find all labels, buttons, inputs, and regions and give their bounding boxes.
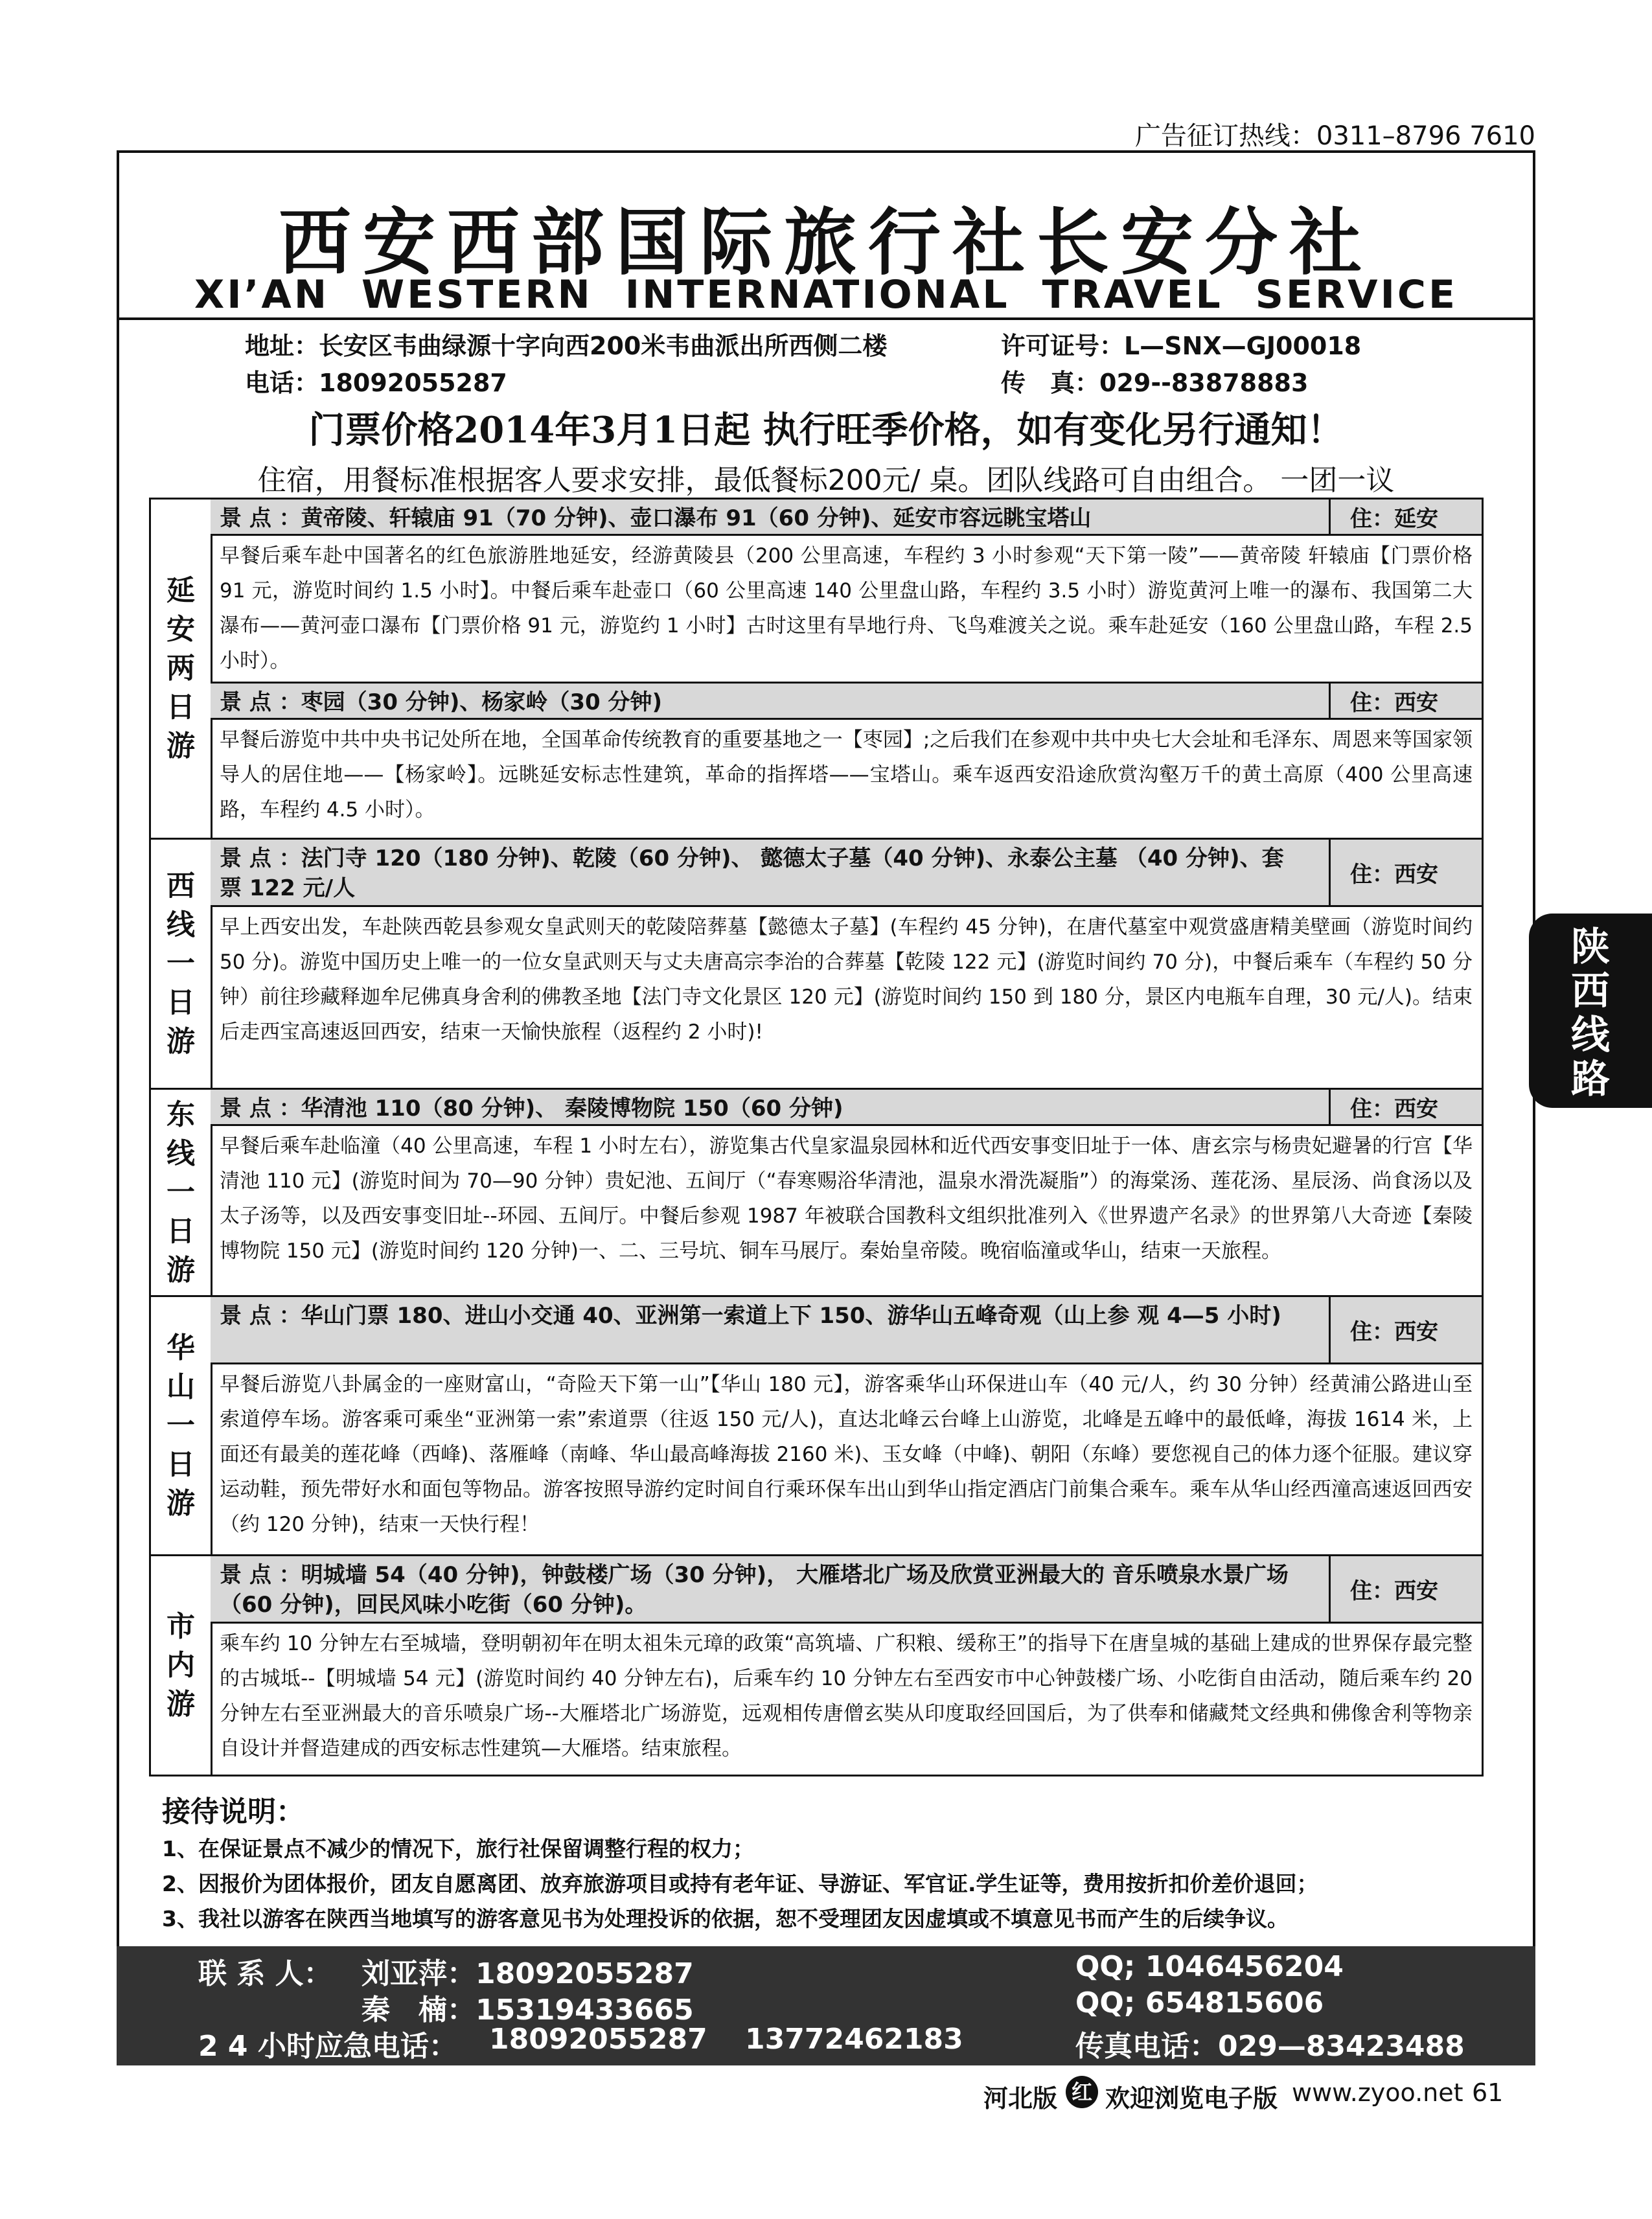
contact-fax: 传真电话：029—83423488 — [1075, 2030, 1465, 2063]
spots-text: 景 点 ：华清池 110（80 分钟)、 秦陵博物院 150（60 分钟) — [220, 1096, 843, 1121]
stay-location: 住：西安 — [1329, 840, 1482, 905]
footer-url[interactable]: www.zyoo.net — [1292, 2078, 1463, 2107]
red-badge-icon: 红 — [1066, 2076, 1098, 2108]
routes-table — [149, 498, 1484, 1776]
description-text: 早上西安出发，车赴陕西乾县参观女皇武则天的乾陵陪葬墓【懿德太子墓】(车程约 45 分钟)，在唐代墓室中观赏盛唐精美壁画（游览时间约 50 分)。游览中国历史上唯一的一位女皇武则天与丈夫唐高宗李治的合葬墓【乾陵 122 元】(游览时间约 70 分)，中餐后乘车（车程约 50 分钟）前往珍藏释迦牟尼佛真身舍利的佛教圣地【法门寺文化景区 120 元】(游览时间约 150 到 180 分，景区内电瓶车自理，30 元/人)。结束后走西宝高速返回西安，结束一天愉快旅程（返程约 2 小时)! — [220, 915, 1473, 1044]
route-name: 西线一日游 — [166, 869, 195, 1058]
reception-title: 接待说明： — [162, 1795, 304, 1828]
price-notice: 门票价格2014年3月1日起 执行旺季价格，如有变化另行通知！ — [308, 409, 1344, 452]
contact-person-1: 刘亚萍：18092055287 — [361, 1957, 694, 1990]
description-row — [211, 720, 1482, 838]
description-text: 乘车约 10 分钟左右至城墙，登明朝初年在明太祖朱元璋的政策“高筑墙、广积粮、缓称王”的指导下在唐皇城的基础上建成的世界保存最完整的古城坻--【明城墙 54 元】(游览时间约 40 分钟左右)，后乘车约 10 分钟左右至西安市中心钟鼓楼广场、小吃街自由活动，随后乘车约 20 分钟左右至亚洲最大的音乐喷泉广场--大雁塔北广场游览，远观相传唐僧玄奘从印度取经回国后，为了供奉和储藏梵文经典和佛像舍利等物亲自设计并督造建成的西安标志性建筑—大雁塔。结束旅程。 — [220, 1632, 1473, 1760]
description-row — [211, 1364, 1482, 1555]
spots-row — [211, 840, 1482, 907]
company-en-word: INTERNATIONAL — [625, 272, 1010, 317]
spots-row — [211, 1556, 1482, 1624]
description-text: 早餐后游览八卦属金的一座财富山，“奇险天下第一山”【华山 180 元】，游客乘华山环保进山车（40 元/人，约 30 分钟）经黄浦公路进山至索道停车场。游客乘可乘坐“亚洲第一索”索道票（往返 150 元/人)，直达北峰云台峰上山游览，北峰是五峰中的最低峰，海拔 1614 米，上面还有最美的莲花峰（西峰)、落雁峰（南峰、华山最高峰海拔 2160 米)、玉女峰（中峰)、朝阳（东峰）要您视自己的体力逐个征服。建议穿运动鞋，预先带好水和面包等物品。游客按照导游约定时间自行乘环保车出山到华山指定酒店门前集合乘车。乘车从华山经西潼高速返回西安（约 120 分钟)，结束一天快行程！ — [220, 1373, 1473, 1536]
company-en-word: WESTERN — [361, 272, 593, 317]
spots-row — [211, 500, 1482, 536]
route-city — [151, 1556, 1482, 1775]
company-en-word: XI’AN — [194, 272, 330, 317]
company-en-word: TRAVEL — [1042, 272, 1223, 317]
route-label — [151, 1297, 212, 1554]
company-en-word: SERVICE — [1255, 272, 1458, 317]
stay-location: 住：西安 — [1329, 1090, 1482, 1124]
reception-item: 3、我社以游客在陕西当地填写的游客意见书为处理投诉的依据，恕不受理团友因虚填或不填意见书而产生的后续争议。 — [162, 1906, 1289, 1931]
description-row — [211, 536, 1482, 684]
section-tab-label: 陕西线路 — [1571, 925, 1610, 1102]
address: 地址：长安区韦曲绿源十字向西200米韦曲派出所西侧二楼 — [245, 332, 888, 360]
company-name-cn: 西安西部国际旅行社长安分社 — [279, 200, 1373, 285]
page-number: 61 — [1472, 2078, 1504, 2107]
reception-item: 1、在保证景点不减少的情况下，旅行社保留调整行程的权力； — [162, 1836, 754, 1861]
fax: 传 真：029--83878883 — [1001, 369, 1309, 397]
route-yanan — [151, 500, 1482, 840]
contact-qq-1: QQ; 1046456204 — [1075, 1950, 1344, 1983]
ad-hotline: 广告征订热线：0311–8796 7610 — [1134, 121, 1535, 151]
route-east — [151, 1090, 1482, 1297]
stay-location: 住：西安 — [1329, 1297, 1482, 1362]
route-label — [151, 1090, 212, 1295]
route-label — [151, 1556, 212, 1775]
header-divider — [119, 317, 1533, 320]
spots-text: 景 点 ：枣园（30 分钟)、杨家岭（30 分钟) — [220, 689, 663, 715]
route-name: 市内游 — [166, 1609, 195, 1721]
contact-bar — [117, 1946, 1535, 2065]
reception-item: 2、因报价为团体报价，团友自愿离团、放弃旅游项目或持有老年证、导游证、军官证.学生证等，费用按折扣价差价退回； — [162, 1871, 1318, 1896]
route-label — [151, 840, 212, 1088]
description-text: 早餐后乘车赴中国著名的红色旅游胜地延安，经游黄陵县（200 公里高速，车程约 3 小时参观“天下第一陵”——黄帝陵 轩辕庙【门票价格 91 元，游览时间约 1.5 小时】。中餐后乘车赴壶口（60 公里高速 140 公里盘山路，车程约 3.5 小时）游览黄河上唯一的瀑布、我国第二大瀑布——黄河壶口瀑布【门票价格 91 元，游览约 1 小时】古时这里有旱地行舟、飞鸟难渡关之说。乘车赴延安（160 公里盘山路，车程 2.5 小时）。 — [220, 544, 1473, 673]
route-name: 东线一日游 — [166, 1098, 195, 1287]
stay-location: 住：延安 — [1329, 500, 1482, 534]
footer-edition: 河北版 — [983, 2084, 1058, 2113]
spots-row — [211, 684, 1482, 720]
meal-notice: 住宿，用餐标准根据客人要求安排，最低餐标200元/ 桌。团队线路可自由组合。 一团一议 — [257, 464, 1395, 497]
route-name: 华山一日游 — [166, 1331, 195, 1520]
emergency-phone-1: 18092055287 — [489, 2023, 707, 2056]
contact-qq-2: QQ; 654815606 — [1075, 1986, 1324, 2019]
spots-text: 景 点 ：明城墙 54（40 分钟)，钟鼓楼广场（30 分钟)， 大雁塔北广场及欣赏亚洲最大的 音乐喷泉水景广场（60 分钟)，回民风味小吃街（60 分钟)。 — [220, 1562, 1289, 1618]
spots-row — [211, 1090, 1482, 1126]
route-west — [151, 840, 1482, 1090]
route-name: 延安两日游 — [166, 574, 195, 763]
spots-row — [211, 1297, 1482, 1364]
description-row — [211, 1624, 1482, 1775]
stay-location: 住：西安 — [1329, 684, 1482, 718]
description-row — [211, 907, 1482, 1088]
emergency-phone-2: 13772462183 — [745, 2023, 963, 2056]
description-text: 早餐后游览中共中央书记处所在地，全国革命传统教育的重要基地之一【枣园】;之后我们在参观中共中央七大会址和毛泽东、周恩来等国家领导人的居住地——【杨家岭】。远眺延安标志性建筑，革命的指挥塔——宝塔山。乘车返西安沿途欣赏沟壑万千的黄土高原（400 公里高速路，车程约 4.5 小时）。 — [220, 728, 1473, 822]
spots-text: 景 点 ：黄帝陵、轩辕庙 91（70 分钟)、壶口瀑布 91（60 分钟)、延安市容远眺宝塔山 — [220, 505, 1092, 531]
description-row — [211, 1126, 1482, 1296]
footer-browse: 欢迎浏览电子版 — [1105, 2084, 1278, 2113]
route-label — [151, 500, 212, 838]
company-name-en — [194, 272, 1458, 317]
description-text: 早餐后乘车赴临潼（40 公里高速，车程 1 小时左右），游览集古代皇家温泉园林和近代西安事变旧址于一体、唐玄宗与杨贵妃避暑的行宫【华清池 110 元】(游览时间为 70—90 分钟）贵妃池、五间厅（“春寒赐浴华清池，温泉水滑洗凝脂”）的海棠汤、莲花汤、星辰汤、尚食汤以及太子汤等，以及西安事变旧址--环园、五间厅。中餐后参观 1987 年被联合国教科文组织批准列入《世界遗产名录》的世界第八大奇迹【秦陵博物院 150 元】(游览时间约 120 分钟)一、二、三号坑、铜车马展厅。秦始皇帝陵。晚宿临潼或华山，结束一天旅程。 — [220, 1134, 1473, 1263]
spots-text: 景 点 ：法门寺 120（180 分钟)、乾陵（60 分钟)、 懿德太子墓（40 分钟)、永泰公主墓 （40 分钟)、套票 122 元/人 — [220, 845, 1284, 901]
contact-label: 联 系 人： — [198, 1957, 332, 1990]
emergency-label: 2 4 小时应急电话： — [198, 2030, 457, 2063]
stay-location: 住：西安 — [1329, 1556, 1482, 1622]
phone: 电话：18092055287 — [245, 369, 507, 397]
contact-person-2: 秦 楠：15319433665 — [361, 1994, 694, 2027]
route-huashan — [151, 1297, 1482, 1556]
spots-text: 景 点 ：华山门票 180、进山小交通 40、亚洲第一索道上下 150、游华山五峰奇观（山上参 观 4—5 小时) — [220, 1303, 1281, 1329]
section-tab — [1529, 914, 1652, 1108]
license: 许可证号：L—SNX—GJ00018 — [1001, 332, 1362, 360]
